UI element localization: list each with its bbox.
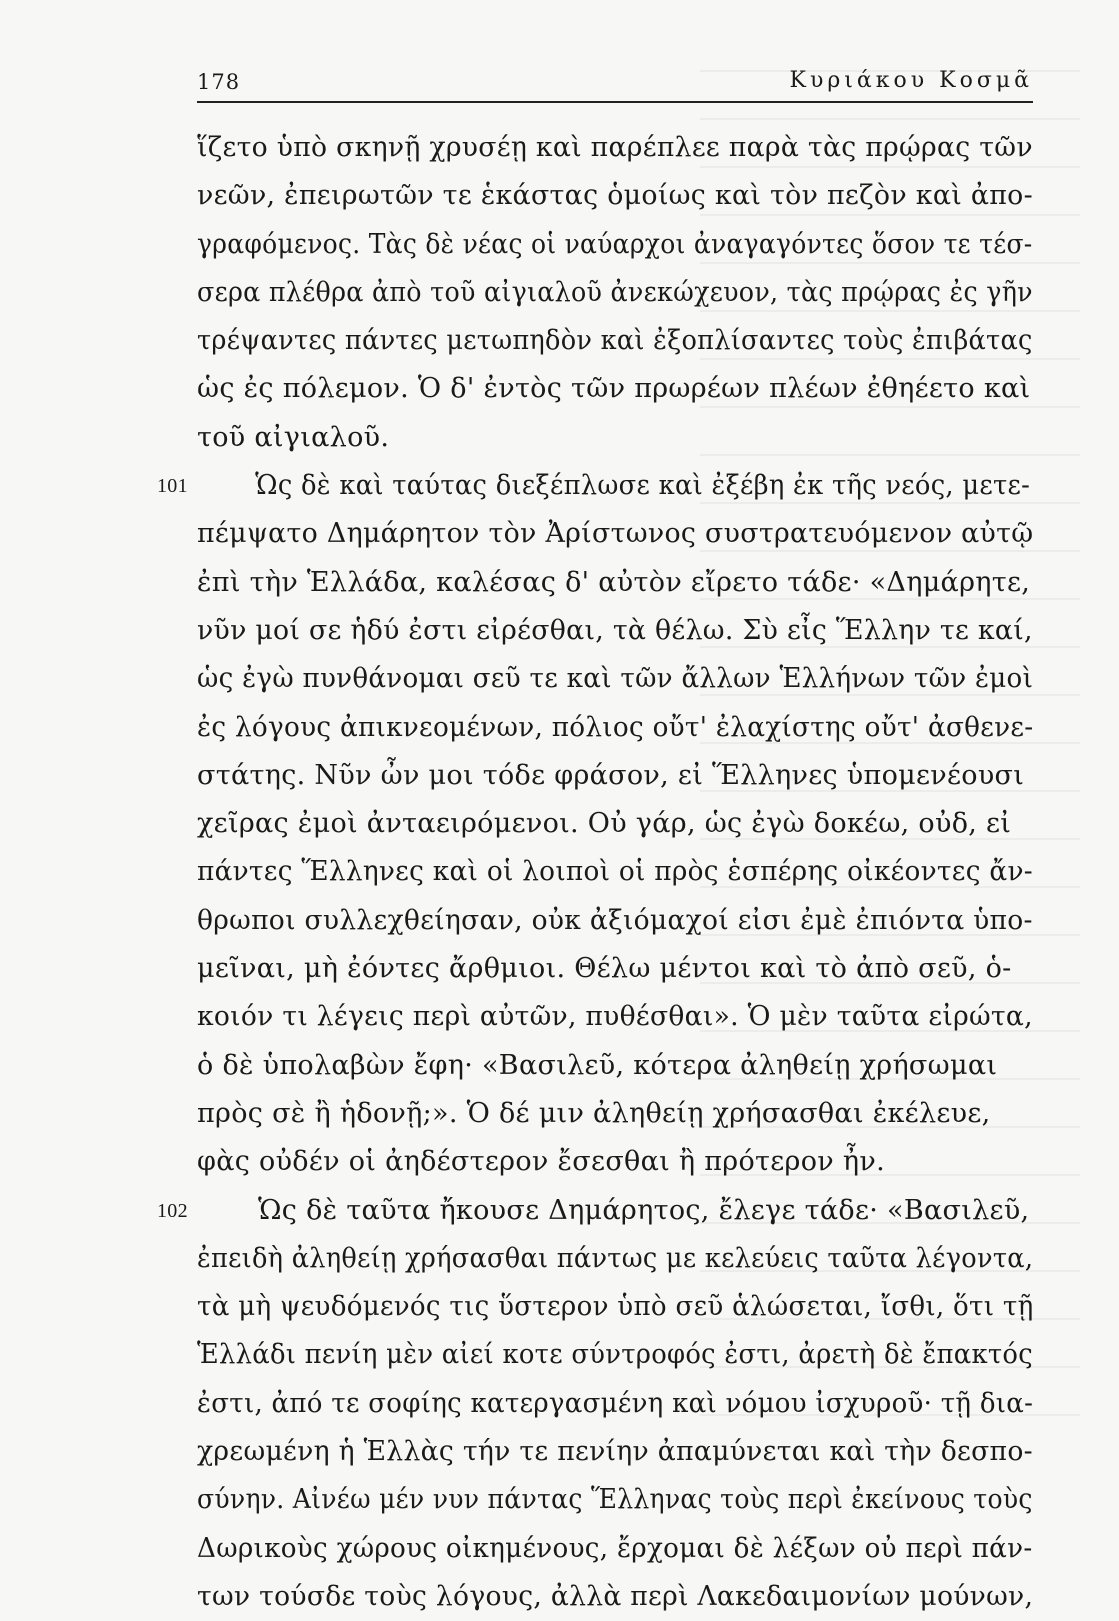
text-line [197,221,1035,269]
line-text: ὡς ἐγὼ πυνθάνομαι σεῦ τε καὶ τῶν ἄλλων Ἑλλήνων τῶν ἐμοὶ [197,663,1034,695]
line-text: τρέψαντες πάντες μετωπηδὸν καὶ ἐξοπλίσαντες τοὺς ἐπιβάτας [197,325,1033,357]
text-line [197,1283,1035,1331]
line-text: θρωποι συλλεχθείησαν, οὐκ ἀξιόμαχοί εἰσι ἐμὲ ἐπιόντα ὑπο- [197,904,1033,936]
page-number: 178 [197,70,241,94]
line-text: νῦν μοί σε ἡδύ ἐστι εἰρέσθαι, τὰ θέλω. Σὺ εἶς Ἕλλην τε καί, [197,614,1033,646]
text-line [197,124,1035,172]
text-line [197,800,1035,848]
line-text: ἐπειδὴ ἀληθείῃ χρήσασθαι πάντως με κελεύεις ταῦτα λέγοντα, [197,1242,1034,1274]
line-text: τὰ μὴ ψευδόμενός τις ὕστερον ὑπὸ σεῦ ἁλώσεται, ἴσθι, ὅτι τῇ [197,1291,1034,1323]
page-header [197,58,1033,102]
text-line [197,1235,1035,1283]
line-text: μεῖναι, μὴ ἐόντες ἄρθμιοι. Θέλω μέντοι καὶ τὸ ἀπὸ σεῦ, ὁ- [197,953,1012,985]
text-line [197,752,1035,800]
text-line [197,1428,1035,1476]
text-line [197,414,1035,462]
section-number: 101 [157,475,188,498]
line-text: τοῦ αἰγιαλοῦ. [197,421,390,453]
text-line [197,365,1035,413]
text-line [197,1380,1035,1428]
header-rule [197,101,1033,103]
section-number: 102 [157,1199,188,1222]
text-line [197,1331,1035,1379]
line-text: στάτης. Νῦν ὦν μοι τόδε φράσον, εἰ Ἕλληνες ὑπομενέουσι [197,759,1025,791]
text-line [197,848,1035,896]
text-line [197,993,1035,1041]
line-text: των τούσδε τοὺς λόγους, ἀλλὰ περὶ Λακεδαιμονίων μούνων, [197,1580,1034,1612]
line-text: πρὸς σὲ ἢ ἡδονῇ;». Ὁ δέ μιν ἀληθείῃ χρήσασθαι ἐκέλευε, [197,1097,991,1129]
line-text: χρεωμένη ἡ Ἑλλὰς τήν τε πενίην ἀπαμύνεται καὶ τὴν δεσπο- [197,1436,1033,1468]
text-line [197,1573,1035,1621]
line-text: πέμψατο Δημάρητον τὸν Ἀρίστωνος συστρατευόμενον αὐτῷ [197,518,1034,550]
text-line [157,1187,1035,1235]
text-line [197,897,1035,945]
line-text: σερα πλέθρα ἀπὸ τοῦ αἰγιαλοῦ ἀνεκώχευον, τὰς πρῴρας ἐς γῆν [197,276,1033,308]
running-head: Κυριάκου Κοσμᾶ [789,68,1033,93]
text-line [157,462,1035,510]
text-line [197,607,1035,655]
line-text: Δωρικοὺς χώρους οἰκημένους, ἔρχομαι δὲ λέξων οὐ περὶ πάν- [197,1532,1033,1564]
line-text: νεῶν, ἐπειρωτῶν τε ἑκάστας ὁμοίως καὶ τὸν πεζὸν καὶ ἀπο- [197,180,1033,212]
text-line [197,172,1035,220]
text-line [197,945,1035,993]
line-text: ἐπὶ τὴν Ἑλλάδα, καλέσας δ' αὐτὸν εἴρετο τάδε· «Δημάρητε, [197,566,1031,598]
text-line [197,317,1035,365]
text-line [197,510,1035,558]
text-line [197,655,1035,703]
text-line [197,1042,1035,1090]
line-text: φὰς οὐδέν οἱ ἀηδέστερον ἔσεσθαι ἢ πρότερον ἦν. [197,1146,885,1178]
line-text: κοιόν τι λέγεις περὶ αὐτῶν, πυθέσθαι». Ὁ μὲν ταῦτα εἰρώτα, [197,1001,1033,1033]
line-text: σύνην. Αἰνέω μέν νυν πάντας Ἕλληνας τοὺς περὶ ἐκείνους τοὺς [197,1484,1033,1516]
line-text: ἐστι, ἀπό τε σοφίης κατεργασμένη καὶ νόμου ἰσχυροῦ· τῇ δια- [197,1387,1034,1419]
text-line [197,269,1035,317]
text-line [197,1525,1035,1573]
text-line [197,1090,1035,1138]
line-text: ὡς ἐς πόλεμον. Ὁ δ' ἐντὸς τῶν πρωρέων πλέων ἐθηέετο καὶ [197,373,1031,405]
text-line [197,1476,1035,1524]
text-line [197,559,1035,607]
line-text: πάντες Ἕλληνες καὶ οἱ λοιποὶ οἱ πρὸς ἑσπέρης οἰκέοντες ἄν- [197,856,1033,888]
line-text: γραφόμενος. Τὰς δὲ νέας οἱ ναύαρχοι ἀναγαγόντες ὅσον τε τέσ- [197,228,1033,260]
line-text: Ὡς δὲ καὶ ταύτας διεξέπλωσε καὶ ἐξέβη ἐκ τῆς νεός, μετε- [255,470,1031,502]
line-text: Ἑλλάδι πενίη μὲν αἰεί κοτε σύντροφός ἐστι, ἀρετὴ δὲ ἔπακτός [197,1339,1033,1371]
body-text [157,124,1035,1621]
line-text: ἐς λόγους ἀπικνεομένων, πόλιος οὔτ' ἐλαχίστης οὔτ' ἀσθενε- [197,711,1034,743]
line-text: ὁ δὲ ὑπολαβὼν ἔφη· «Βασιλεῦ, κότερα ἀληθείῃ χρήσωμαι [197,1049,998,1081]
line-text: Ὡς δὲ ταῦτα ἤκουσε Δημάρητος, ἔλεγε τάδε· «Βασιλεῦ, [258,1194,1030,1226]
text-line [197,704,1035,752]
line-text: χεῖρας ἐμοὶ ἀνταειρόμενοι. Οὐ γάρ, ὡς ἐγὼ δοκέω, οὐδ, εἰ [197,808,1012,840]
text-line [197,1138,1035,1186]
line-text: ἵζετο ὑπὸ σκηνῇ χρυσέῃ καὶ παρέπλεε παρὰ τὰς πρῴρας τῶν [197,132,1033,163]
